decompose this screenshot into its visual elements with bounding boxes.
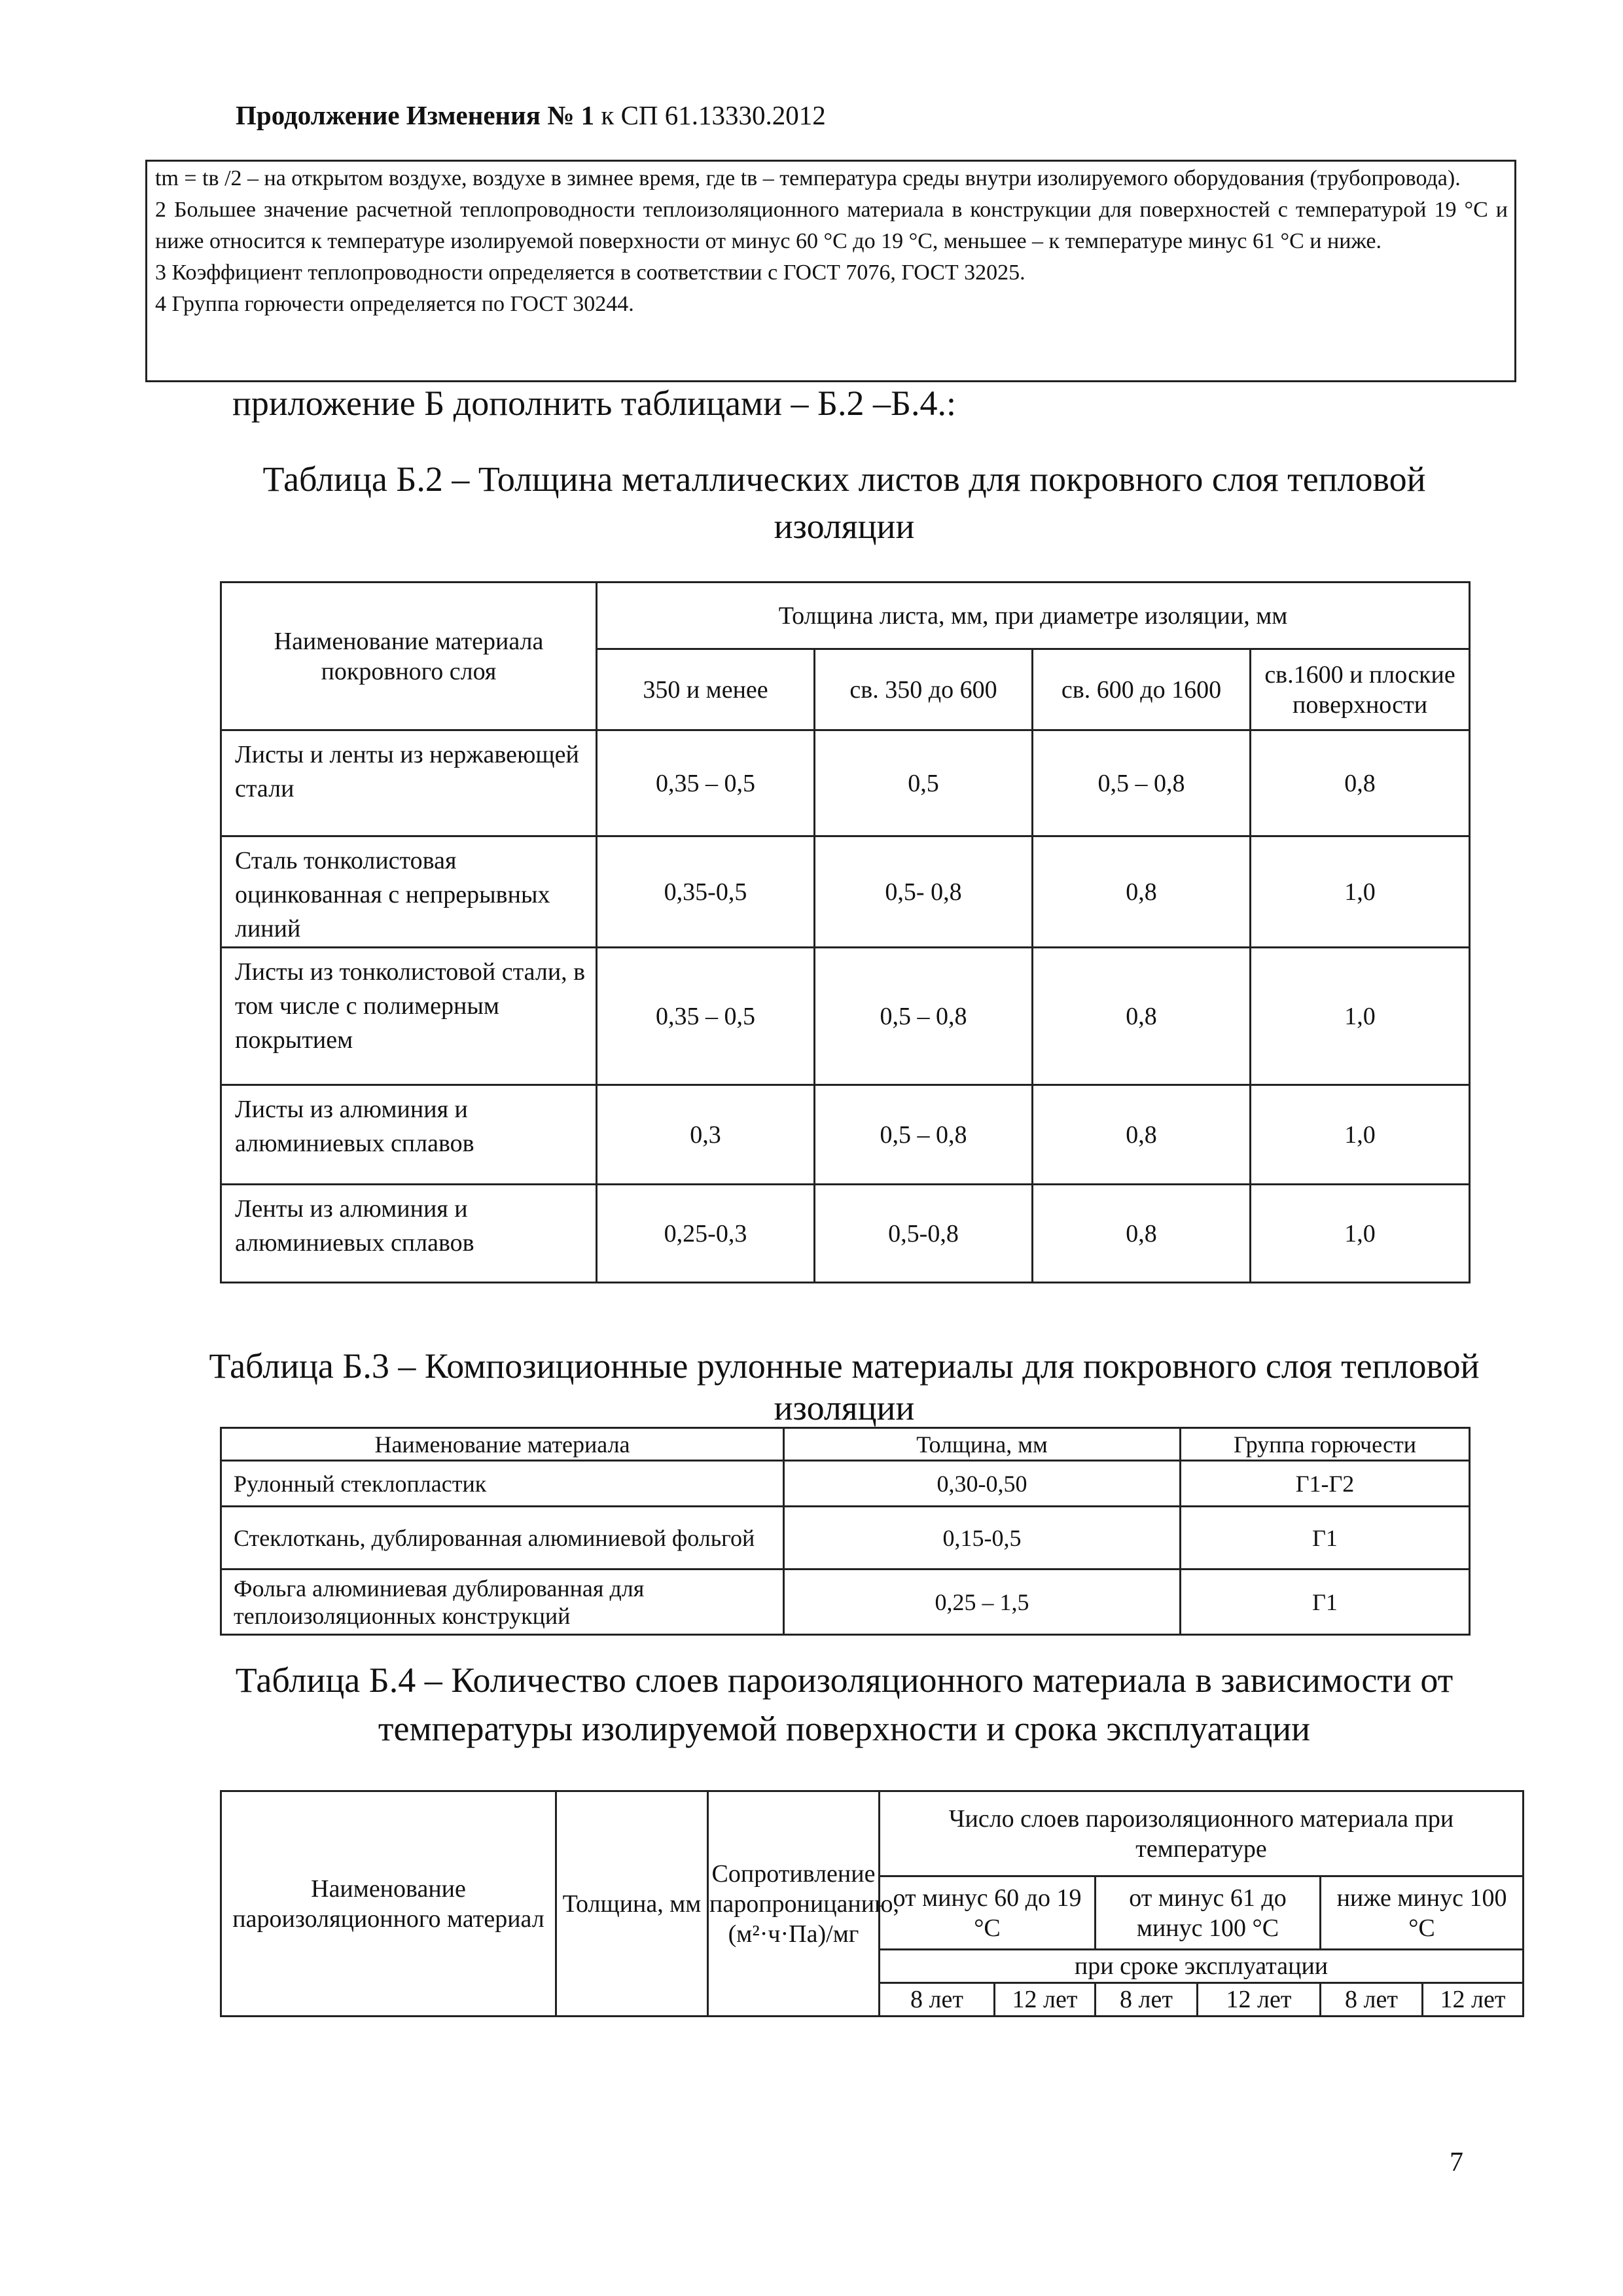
table-row — [221, 1185, 1470, 1283]
table-cell: 0,5 – 0,8 — [815, 1085, 1033, 1185]
table-cell: 1,0 — [1251, 1185, 1470, 1283]
running-header — [236, 99, 826, 131]
table-cell: 0,35 – 0,5 — [597, 948, 815, 1085]
table-b4-thickness-header: Толщина, мм — [556, 1791, 708, 2017]
table-cell: 0,25-0,3 — [597, 1185, 815, 1283]
table-b4 — [220, 1790, 1524, 2017]
table-cell: 0,15-0,5 — [784, 1507, 1181, 1570]
table-b4-temp-header: от минус 61 до минус 100 °С — [1096, 1876, 1321, 1950]
table-cell: 1,0 — [1251, 1085, 1470, 1185]
table-b2-row-name: Сталь тонколистовая оцинкованная с непрерывных линий — [221, 836, 597, 948]
table-b4-temp-header: ниже минус 100 °С — [1321, 1876, 1524, 1950]
table-row — [221, 1570, 1470, 1635]
table-b3-row-name: Рулонный стеклопластик — [221, 1461, 784, 1507]
table-row — [221, 730, 1470, 836]
table-b4-year-header: 12 лет — [995, 1983, 1096, 2017]
table-cell: Г1 — [1181, 1570, 1470, 1635]
table-b2 — [220, 581, 1471, 1283]
table-b2-row-name: Ленты из алюминия и алюминиевых сплавов — [221, 1185, 597, 1283]
table-b3 — [220, 1427, 1471, 1636]
note-2: 2 Большее значение расчетной теплопроводности теплоизоляционного материала в конструкции для поверхностей с температурой 19 °С и ниже относится к температуре изолируемой поверхности от минус 60 °С до 19 °С, меньшее – к температуре минус 61 °С и ниже. — [155, 198, 1508, 253]
note-1: tm = tв /2 – на открытом воздухе, воздухе в зимнее время, где tв – температура среды внутри изолируемого оборудования (трубопровода). — [155, 166, 1461, 190]
table-b2-row-name: Листы и ленты из нержавеющей стали — [221, 730, 597, 836]
table-b3-header: Группа горючести — [1181, 1428, 1470, 1461]
table-b2-row-name: Листы из тонколистовой стали, в том числе с полимерным покрытием — [221, 948, 597, 1085]
table-cell: 0,35 – 0,5 — [597, 730, 815, 836]
table-cell: 0,5 — [815, 730, 1033, 836]
table-b3-header: Наименование материала — [221, 1428, 784, 1461]
appendix-instruction: приложение Б дополнить таблицами – Б.2 –Б.4.: — [232, 384, 957, 423]
table-b4-temp-header: от минус 60 до 19 °С — [880, 1876, 1096, 1950]
table-cell: Г1 — [1181, 1507, 1470, 1570]
table-cell: 0,5 – 0,8 — [815, 948, 1033, 1085]
table-row — [221, 836, 1470, 948]
table-b4-resistance-header: Сопротивление паропроницанию, (м²·ч·Па)/мг — [708, 1791, 880, 2017]
table-cell: 0,8 — [1251, 730, 1470, 836]
table-b4-year-header: 12 лет — [1423, 1983, 1524, 2017]
table-cell: 0,8 — [1033, 836, 1251, 948]
table-cell: 1,0 — [1251, 836, 1470, 948]
table-b4-service-header: при сроке эксплуатации — [880, 1950, 1524, 1983]
table-b2-col-header: 350 и менее — [597, 649, 815, 730]
table-cell: 0,3 — [597, 1085, 815, 1185]
table-b3-row-name: Стеклоткань, дублированная алюминиевой фольгой — [221, 1507, 784, 1570]
note-4: 4 Группа горючести определяется по ГОСТ 30244. — [155, 292, 634, 316]
table-b4-caption: Таблица Б.4 – Количество слоев пароизоляционного материала в зависимости от температуры изолируемой поверхности и срока эксплуатации — [235, 1660, 1454, 1748]
note-3: 3 Коэффициент теплопроводности определяется в соответствии с ГОСТ 7076, ГОСТ 32025. — [155, 260, 1026, 285]
table-b2-name-header: Наименование материала покровного слоя — [221, 583, 597, 730]
header-prefix: Продолжение Изменения № 1 — [236, 100, 595, 130]
table-b2-col-header: св. 600 до 1600 — [1033, 649, 1251, 730]
table-cell: 0,30-0,50 — [784, 1461, 1181, 1507]
table-cell: 0,5-0,8 — [815, 1185, 1033, 1283]
table-b2-col-header: св. 350 до 600 — [815, 649, 1033, 730]
table-b2-group-header: Толщина листа, мм, при диаметре изоляции, мм — [597, 583, 1470, 649]
table-row — [221, 1085, 1470, 1185]
table-cell: Г1-Г2 — [1181, 1461, 1470, 1507]
table-b3-caption: Таблица Б.3 – Композиционные рулонные материалы для покровного слоя тепловой изоляции — [209, 1346, 1480, 1427]
page-number: 7 — [1450, 2147, 1463, 2178]
notes-box — [145, 160, 1516, 382]
table-cell: 0,8 — [1033, 1085, 1251, 1185]
table-b4-year-header: 12 лет — [1198, 1983, 1321, 2017]
table-b2-caption: Таблица Б.2 – Толщина металлических листов для покровного слоя тепловой изоляции — [262, 459, 1426, 546]
table-b4-name-header: Наименование пароизоляционного материал — [221, 1791, 556, 2017]
table-b3-header: Толщина, мм — [784, 1428, 1181, 1461]
table-b4-year-header: 8 лет — [1321, 1983, 1423, 2017]
table-cell: 0,5 – 0,8 — [1033, 730, 1251, 836]
table-row — [221, 1507, 1470, 1570]
table-b4-group-header: Число слоев пароизоляционного материала при температуре — [880, 1791, 1524, 1876]
table-cell: 0,35-0,5 — [597, 836, 815, 948]
table-cell: 0,25 – 1,5 — [784, 1570, 1181, 1635]
table-b2-row-name: Листы из алюминия и алюминиевых сплавов — [221, 1085, 597, 1185]
table-b4-year-header: 8 лет — [1096, 1983, 1198, 2017]
table-cell: 0,8 — [1033, 948, 1251, 1085]
table-cell: 0,5- 0,8 — [815, 836, 1033, 948]
table-cell: 1,0 — [1251, 948, 1470, 1085]
table-b3-row-name: Фольга алюминиевая дублированная для теплоизоляционных конструкций — [221, 1570, 784, 1635]
table-row — [221, 948, 1470, 1085]
table-row — [221, 1461, 1470, 1507]
header-rest: к СП 61.13330.2012 — [601, 100, 826, 130]
table-cell: 0,8 — [1033, 1185, 1251, 1283]
table-b2-col-header: св.1600 и плоские поверхности — [1251, 649, 1470, 730]
table-b4-year-header: 8 лет — [880, 1983, 995, 2017]
